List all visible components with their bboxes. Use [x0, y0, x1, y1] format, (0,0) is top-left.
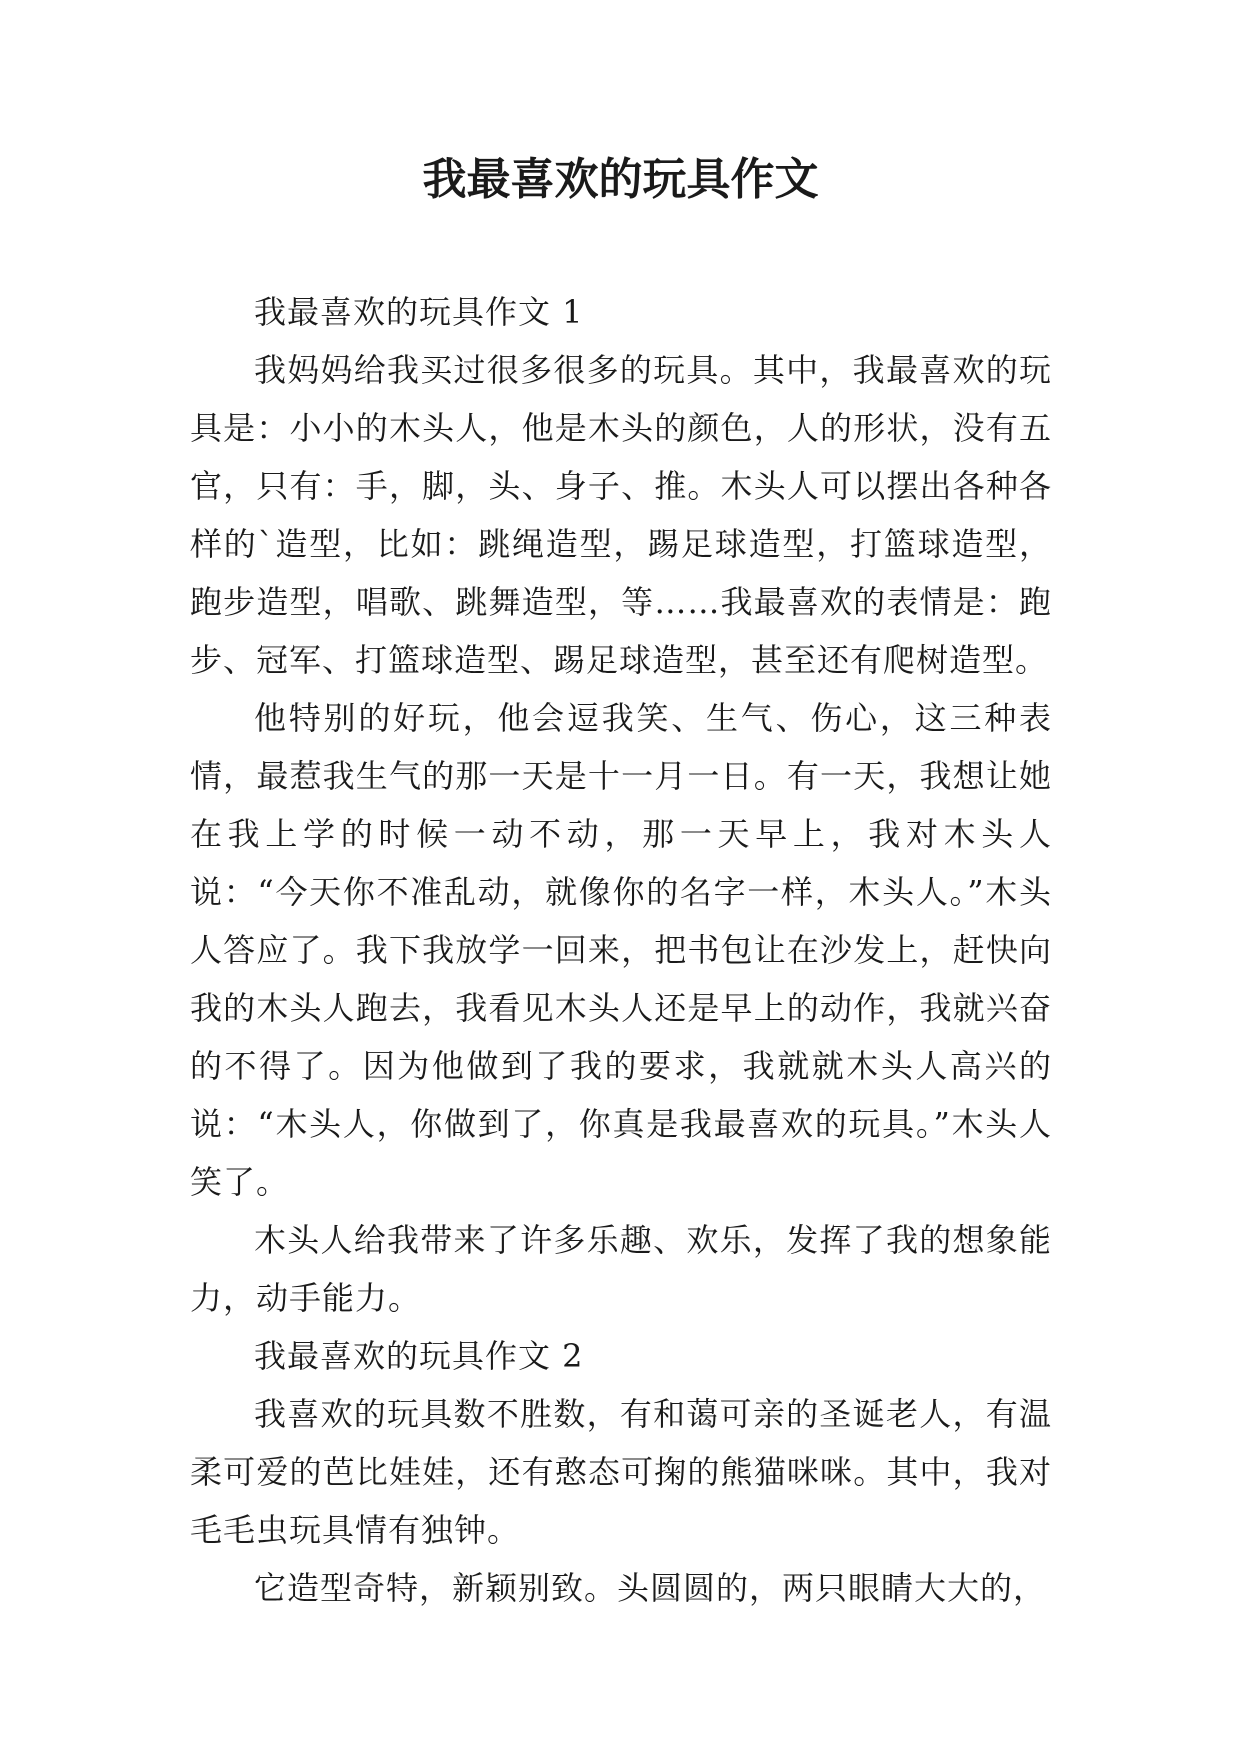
paragraph: 我喜欢的玩具数不胜数，有和蔼可亲的圣诞老人，有温柔可爱的芭比娃娃，还有憨态可掬的熊猫咪咪。其中，我对毛毛虫玩具情有独钟。 — [190, 1395, 1052, 1549]
document-title: 我最喜欢的玩具作文 — [422, 154, 819, 205]
section-heading-1: 我最喜欢的玩具作文 1 — [254, 293, 584, 331]
section-heading-2: 我最喜欢的玩具作文 2 — [254, 1337, 584, 1375]
paragraph: 我妈妈给我买过很多很多的玩具。其中，我最喜欢的玩具是：小小的木头人，他是木头的颜色，人的形状，没有五官，只有：手，脚，头、身子、推。木头人可以摆出各种各样的`造型，比如：跳绳造型，踢足球造型，打篮球造型，跑步造型，唱歌、跳舞造型，等……我最喜欢的表情是：跑步、冠军、打篮球造型、踢足球造型，甚至还有爬树造型。 — [190, 351, 1052, 679]
paragraph: 他特别的好玩，他会逗我笑、生气、伤心，这三种表情，最惹我生气的那一天是十一月一日。有一天，我想让她在我上学的时候一动不动，那一天早上，我对木头人说：“今天你不准乱动，就像你的名字一样，木头人。”木头人答应了。我下我放学一回来，把书包让在沙发上，赶快向我的木头人跑去，我看见木头人还是早上的动作，我就兴奋的不得了。因为他做到了我的要求，我就就木头人高兴的说：“木头人，你做到了，你真是我最喜欢的玩具。”木头人笑了。 — [190, 699, 1052, 1201]
paragraph: 它造型奇特，新颖别致。头圆圆的，两只眼睛大大的， — [254, 1569, 1047, 1607]
document-body — [190, 283, 1052, 1617]
paragraph: 木头人给我带来了许多乐趣、欢乐，发挥了我的想象能力，动手能力。 — [190, 1221, 1052, 1317]
